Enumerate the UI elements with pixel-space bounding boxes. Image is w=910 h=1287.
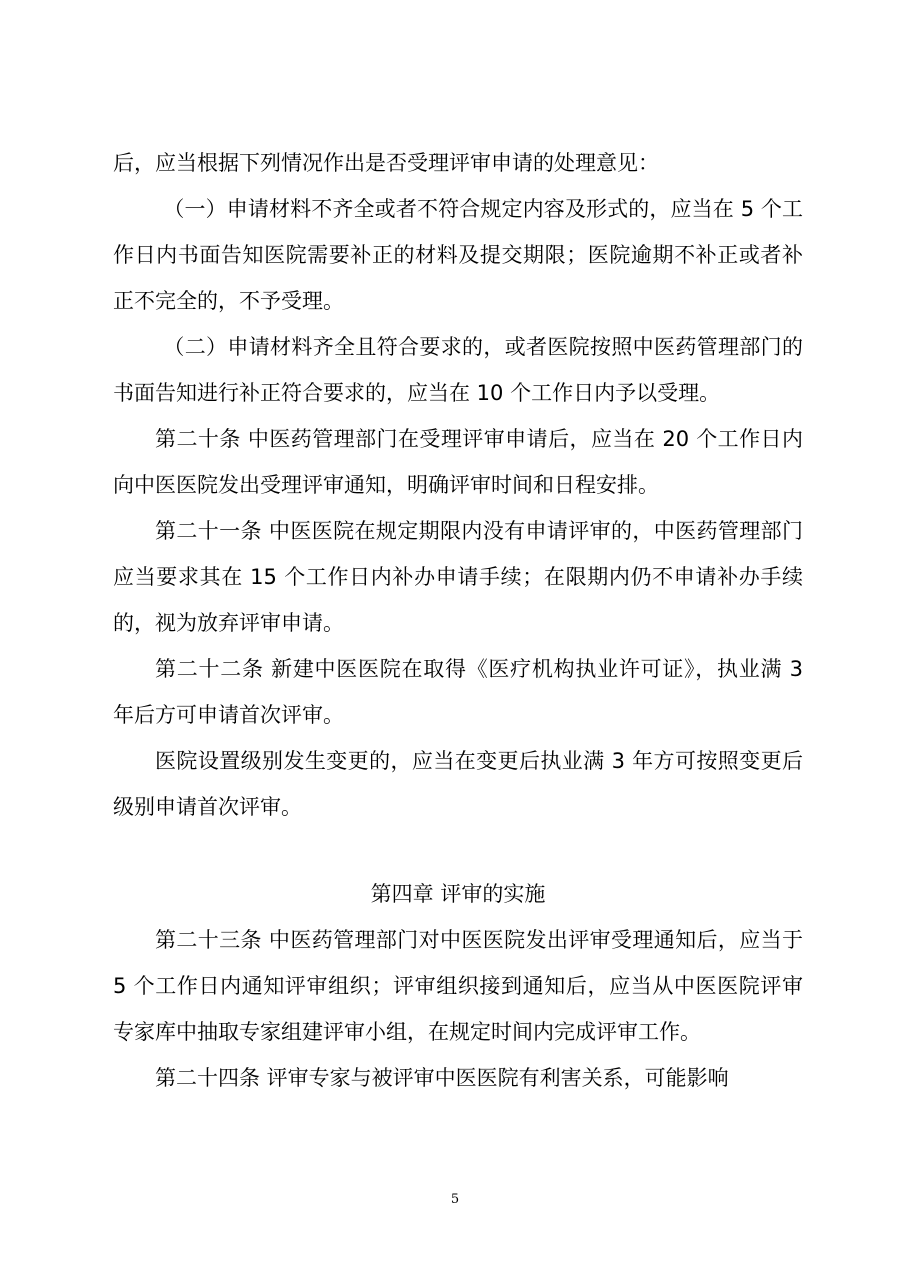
paragraph-item-1: （一）申请材料不齐全或者不符合规定内容及形式的，应当在 5 个工作日内书面告知医院需要补正的材料及提交期限；医院逾期不补正或者补正不完全的，不予受理。 bbox=[113, 197, 803, 313]
paragraph-article-20: 第二十条 中医药管理部门在受理评审申请后，应当在 20 个工作日内向中医医院发出受理评审通知，明确评审时间和日程安排。 bbox=[113, 427, 803, 497]
page-number: 5 bbox=[450, 1192, 460, 1207]
paragraph-item-2: （二）申请材料齐全且符合要求的，或者医院按照中医药管理部门的书面告知进行补正符合要求的，应当在 10 个工作日内予以受理。 bbox=[113, 335, 803, 405]
paragraph-continuation: 后，应当根据下列情况作出是否受理评审申请的处理意见： bbox=[113, 151, 659, 175]
paragraph-article-22: 第二十二条 新建中医医院在取得《医疗机构执业许可证》，执业满 3 年后方可申请首次评审。 bbox=[113, 657, 803, 727]
paragraph-article-21: 第二十一条 中医医院在规定期限内没有申请评审的，中医药管理部门应当要求其在 15 个工作日内补办申请手续；在限期内仍不申请补办手续的，视为放弃评审申请。 bbox=[113, 519, 803, 635]
paragraph-level-change: 医院设置级别发生变更的，应当在变更后执业满 3 年方可按照变更后级别申请首次评审。 bbox=[113, 749, 803, 819]
paragraph-article-24: 第二十四条 评审专家与被评审中医医院有利害关系，可能影响 bbox=[155, 1066, 729, 1090]
document-body bbox=[113, 140, 803, 1101]
chapter-heading: 第四章 评审的实施 bbox=[370, 882, 546, 906]
paragraph-article-23: 第二十三条 中医药管理部门对中医医院发出评审受理通知后，应当于 5 个工作日内通知评审组织；评审组织接到通知后，应当从中医医院评审专家库中抽取专家组建评审小组，在规定时间内完成评审工作。 bbox=[113, 928, 803, 1044]
section-gap bbox=[113, 830, 803, 871]
